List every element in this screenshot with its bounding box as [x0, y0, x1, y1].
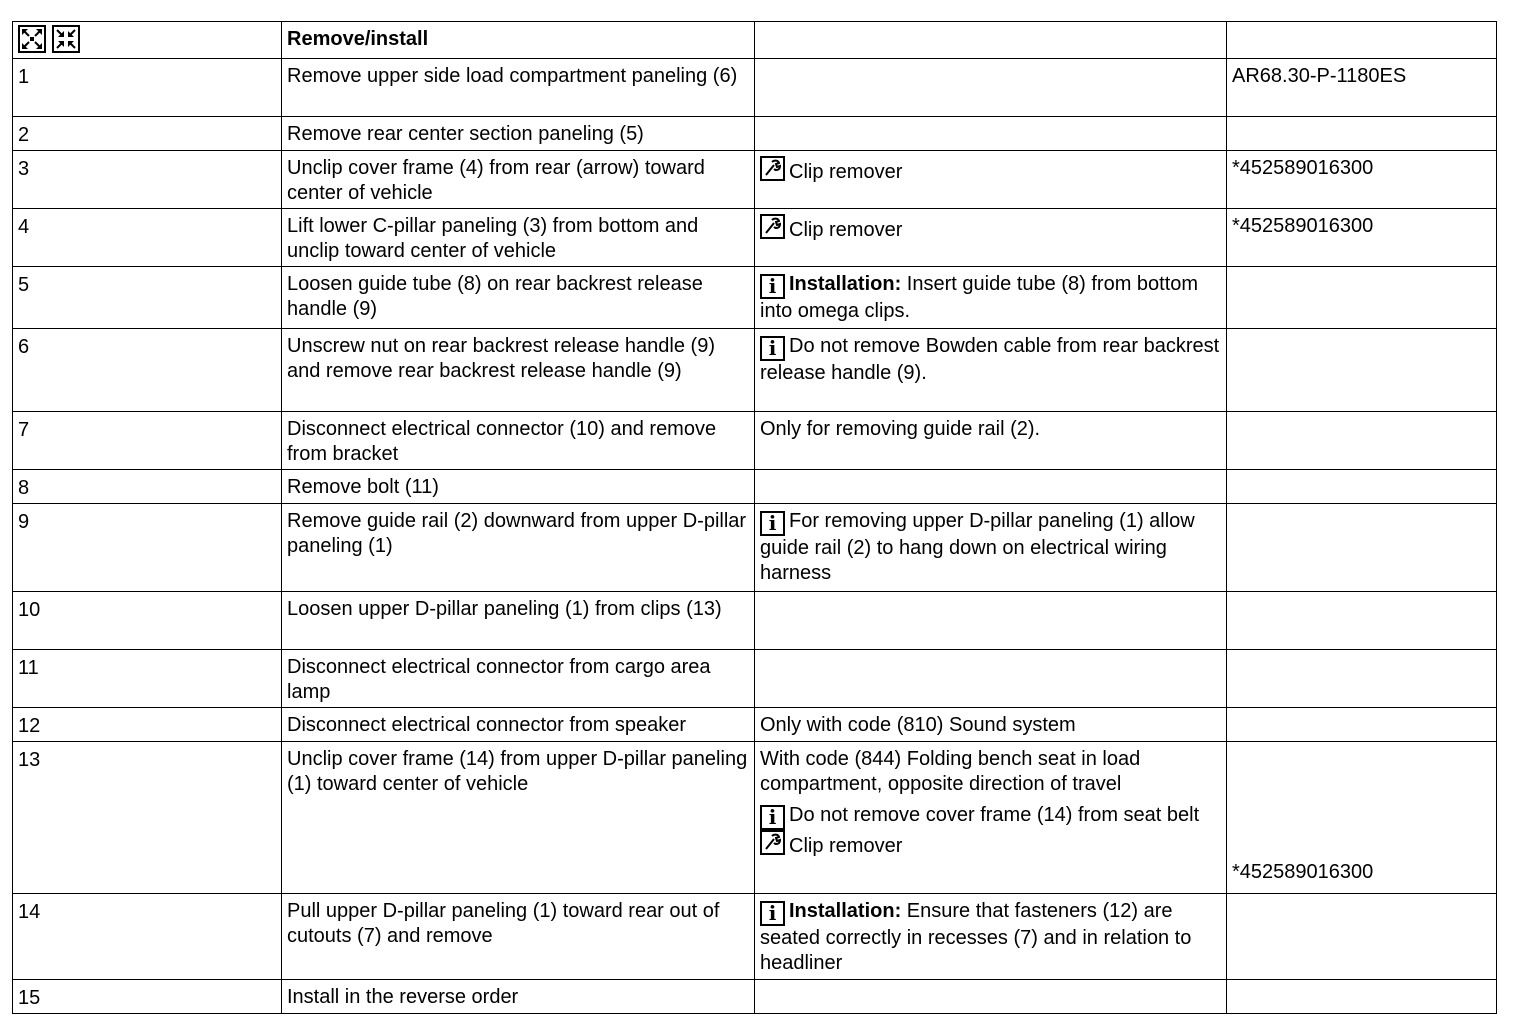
reference-cell	[1227, 267, 1497, 329]
step-text: Disconnect electrical connector (10) and remove from bracket	[282, 412, 755, 470]
expand-arrows-icon[interactable]	[18, 25, 46, 53]
reference-cell[interactable]: AR68.30-P-1180ES	[1227, 59, 1497, 117]
table-row	[13, 650, 1497, 708]
table-row	[13, 470, 1497, 504]
note-cell	[755, 267, 1227, 329]
step-text: Remove upper side load compartment paneling (6)	[282, 59, 755, 117]
reference-cell[interactable]: *452589016300	[1227, 209, 1497, 267]
note-text: Ensure that fasteners (12) are seated correctly in recesses (7) and in relation to headliner	[760, 900, 1192, 974]
step-text: Pull upper D-pillar paneling (1) toward rear out of cutouts (7) and remove	[282, 894, 755, 980]
step-text: Disconnect electrical connector from cargo area lamp	[282, 650, 755, 708]
header-icons-cell	[13, 22, 282, 59]
table-row	[13, 504, 1497, 592]
note-text: Clip remover	[789, 219, 903, 241]
step-number: 15	[13, 980, 282, 1014]
step-number: 11	[13, 650, 282, 708]
step-text: Unclip cover frame (4) from rear (arrow) toward center of vehicle	[282, 151, 755, 209]
header-empty-cell	[755, 22, 1227, 59]
header-title: Remove/install	[282, 22, 755, 59]
note-text: Do not remove Bowden cable from rear backrest release handle (9).	[760, 335, 1220, 384]
note-text: Clip remover	[789, 835, 903, 857]
table-row	[13, 209, 1497, 267]
tool-icon	[760, 214, 785, 239]
table-row	[13, 742, 1497, 894]
reference-cell	[1227, 650, 1497, 708]
reference-cell	[1227, 708, 1497, 742]
reference-value[interactable]: *452589016300	[1232, 861, 1374, 883]
table-row	[13, 592, 1497, 650]
note-line	[760, 803, 1221, 830]
note-cell	[755, 151, 1227, 209]
step-text: Remove guide rail (2) downward from upper D-pillar paneling (1)	[282, 504, 755, 592]
note-cell	[755, 742, 1227, 894]
step-number: 10	[13, 592, 282, 650]
table-row	[13, 412, 1497, 470]
table-row	[13, 894, 1497, 980]
reference-cell	[1227, 329, 1497, 412]
tool-icon	[760, 830, 785, 855]
note-cell	[755, 329, 1227, 412]
step-number: 13	[13, 742, 282, 894]
note-cell	[755, 209, 1227, 267]
reference-cell	[1227, 980, 1497, 1014]
reference-cell	[1227, 592, 1497, 650]
step-number: 12	[13, 708, 282, 742]
info-icon: i	[760, 805, 785, 830]
note-cell	[755, 504, 1227, 592]
table-row	[13, 267, 1497, 329]
note-cell	[755, 650, 1227, 708]
info-icon: i	[760, 511, 785, 536]
table-row	[13, 151, 1497, 209]
note-cell	[755, 894, 1227, 980]
step-text: Disconnect electrical connector from speaker	[282, 708, 755, 742]
step-number: 3	[13, 151, 282, 209]
table-row	[13, 117, 1497, 151]
step-text: Remove rear center section paneling (5)	[282, 117, 755, 151]
reference-cell	[1227, 470, 1497, 504]
note-cell	[755, 470, 1227, 504]
header-empty-cell	[1227, 22, 1497, 59]
note-cell	[755, 980, 1227, 1014]
step-number: 14	[13, 894, 282, 980]
collapse-arrows-icon[interactable]	[52, 25, 80, 53]
note-bold-label: Installation:	[789, 273, 902, 295]
note-cell	[755, 59, 1227, 117]
step-number: 6	[13, 329, 282, 412]
table-row	[13, 708, 1497, 742]
reference-cell[interactable]: *452589016300	[1227, 151, 1497, 209]
note-cell: Only with code (810) Sound system	[755, 708, 1227, 742]
note-cell	[755, 117, 1227, 151]
info-icon: i	[760, 274, 785, 299]
step-number: 5	[13, 267, 282, 329]
table-row	[13, 329, 1497, 412]
step-number: 8	[13, 470, 282, 504]
note-text: Insert guide tube (8) from bottom into omega clips.	[760, 273, 1199, 322]
step-text: Lift lower C-pillar paneling (3) from bottom and unclip toward center of vehicle	[282, 209, 755, 267]
step-text: Loosen upper D-pillar paneling (1) from clips (13)	[282, 592, 755, 650]
reference-cell	[1227, 117, 1497, 151]
step-number: 9	[13, 504, 282, 592]
step-number: 4	[13, 209, 282, 267]
step-text: Install in the reverse order	[282, 980, 755, 1014]
info-icon: i	[760, 901, 785, 926]
step-text: Unscrew nut on rear backrest release handle (9) and remove rear backrest release handle (9)	[282, 329, 755, 412]
note-line	[760, 830, 1221, 859]
note-cell: Only for removing guide rail (2).	[755, 412, 1227, 470]
step-number: 1	[13, 59, 282, 117]
step-number: 2	[13, 117, 282, 151]
step-text: Unclip cover frame (14) from upper D-pillar paneling (1) toward center of vehicle	[282, 742, 755, 894]
note-bold-label: Installation:	[789, 900, 902, 922]
reference-cell	[1227, 742, 1497, 894]
reference-cell	[1227, 894, 1497, 980]
reference-cell	[1227, 412, 1497, 470]
step-text: Remove bolt (11)	[282, 470, 755, 504]
note-cell	[755, 592, 1227, 650]
step-number: 7	[13, 412, 282, 470]
note-text: Do not remove cover frame (14) from seat belt	[789, 804, 1200, 826]
tool-icon	[760, 156, 785, 181]
step-text: Loosen guide tube (8) on rear backrest release handle (9)	[282, 267, 755, 329]
table-row	[13, 980, 1497, 1014]
note-text: With code (844) Folding bench seat in load compartment, opposite direction of travel	[760, 748, 1141, 795]
note-text: For removing upper D-pillar paneling (1) allow guide rail (2) to hang down on electrical wiring harness	[760, 510, 1195, 584]
table-row	[13, 59, 1497, 117]
table-header-row	[13, 22, 1497, 59]
note-text: Clip remover	[789, 161, 903, 183]
reference-cell	[1227, 504, 1497, 592]
info-icon: i	[760, 336, 785, 361]
procedure-table	[12, 21, 1497, 1014]
